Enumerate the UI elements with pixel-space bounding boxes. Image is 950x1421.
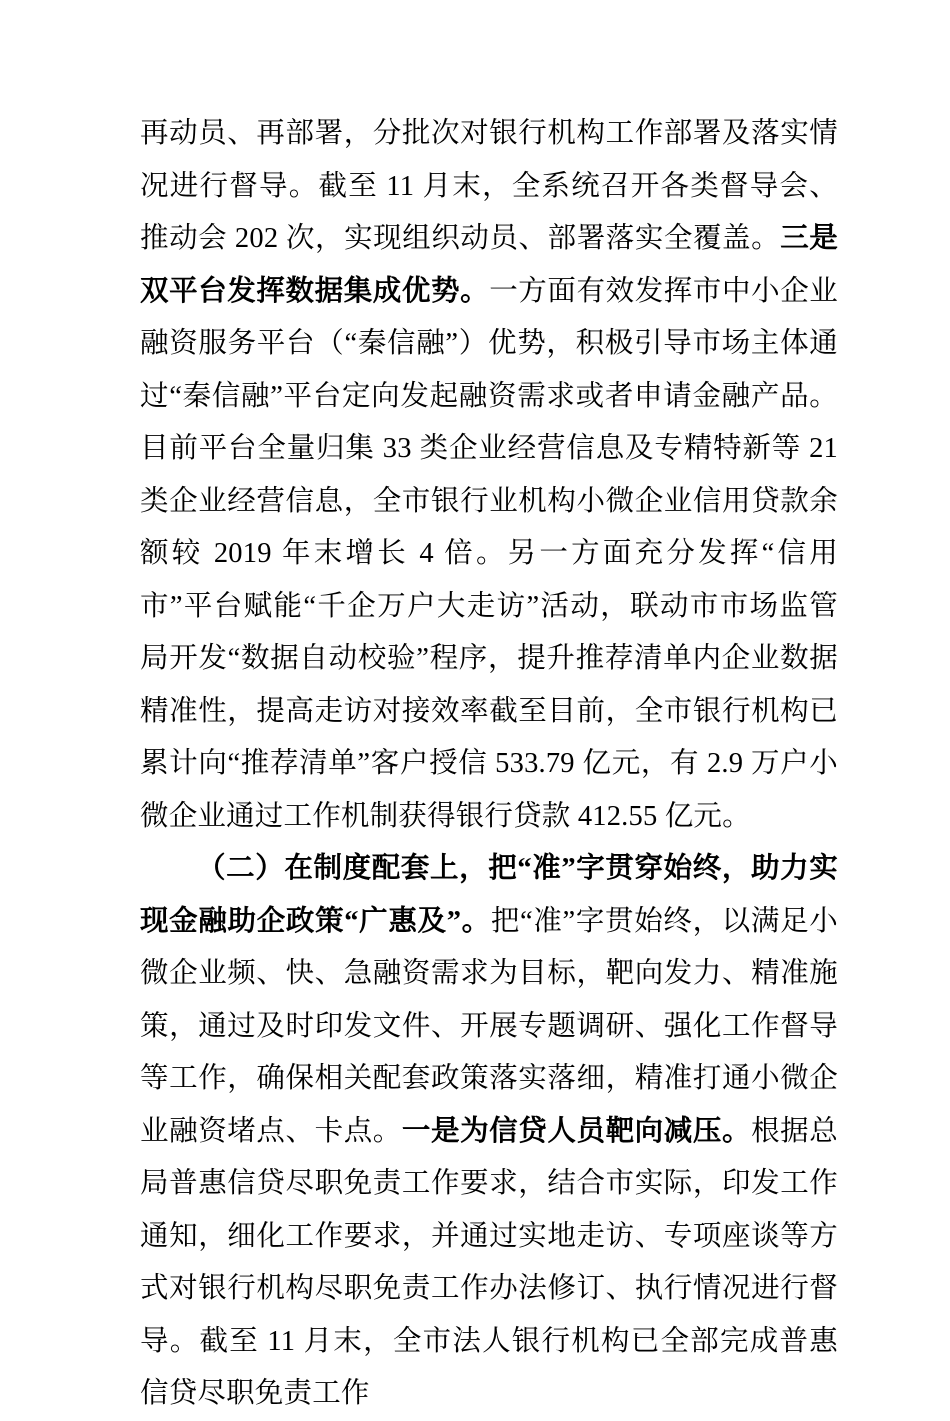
document-body <box>140 108 838 1421</box>
text-run-bold: 三是双平台发挥数据集成优势。 <box>140 223 838 307</box>
paragraph <box>140 843 838 1421</box>
text-run: 一方面有效发挥市中小企业融资服务平台（“秦信融”）优势，积极引导市场主体通过“秦信融”平台定向发起融资需求或者申请金融产品。目前平台全量归集 33 类企业经营信息及专精特新等 21 类企业经营信息，全市银行业机构小微企业信用贷款余额较 2019 年末增长 4 倍。另一方面充分发挥“信用市”平台赋能“千企万户大走访”活动，联动市市场监管局开发“数据自动校验”程序，提升推荐清单内企业数据精准性，提高走访对接效率截至目前，全市银行机构已累计向“推荐清单”客户授信 533.79 亿元，有 2.9 万户小微企业通过工作机制获得银行贷款 412.55 亿元。 <box>140 275 838 832</box>
text-run: 根据总局普惠信贷尽职免责工作要求，结合市实际，印发工作通知，细化工作要求，并通过实地走访、专项座谈等方式对银行机构尽职免责工作办法修订、执行情况进行督导。截至 11 月末，全市法人银行机构已全部完成普惠信贷尽职免责工作 <box>140 1115 838 1409</box>
paragraph <box>140 108 838 843</box>
text-run-bold: （二）在制度配套上，把“准”字贯穿始终，助力实现金融助企政策“广惠及”。 <box>140 853 838 937</box>
text-run: 把“准”字贯始终，以满足小微企业频、快、急融资需求为目标，靶向发力、精准施策，通过及时印发文件、开展专题调研、强化工作督导等工作，确保相关配套政策落实落细，精准打通小微企业融资堵点、卡点。 <box>140 905 838 1147</box>
text-run-bold: 一是为信贷人员靶向减压。 <box>401 1115 752 1147</box>
text-run: 再动员、再部署，分批次对银行机构工作部署及落实情况进行督导。截至 11 月末，全系统召开各类督导会、推动会 202 次，实现组织动员、部署落实全覆盖。 <box>140 118 838 254</box>
